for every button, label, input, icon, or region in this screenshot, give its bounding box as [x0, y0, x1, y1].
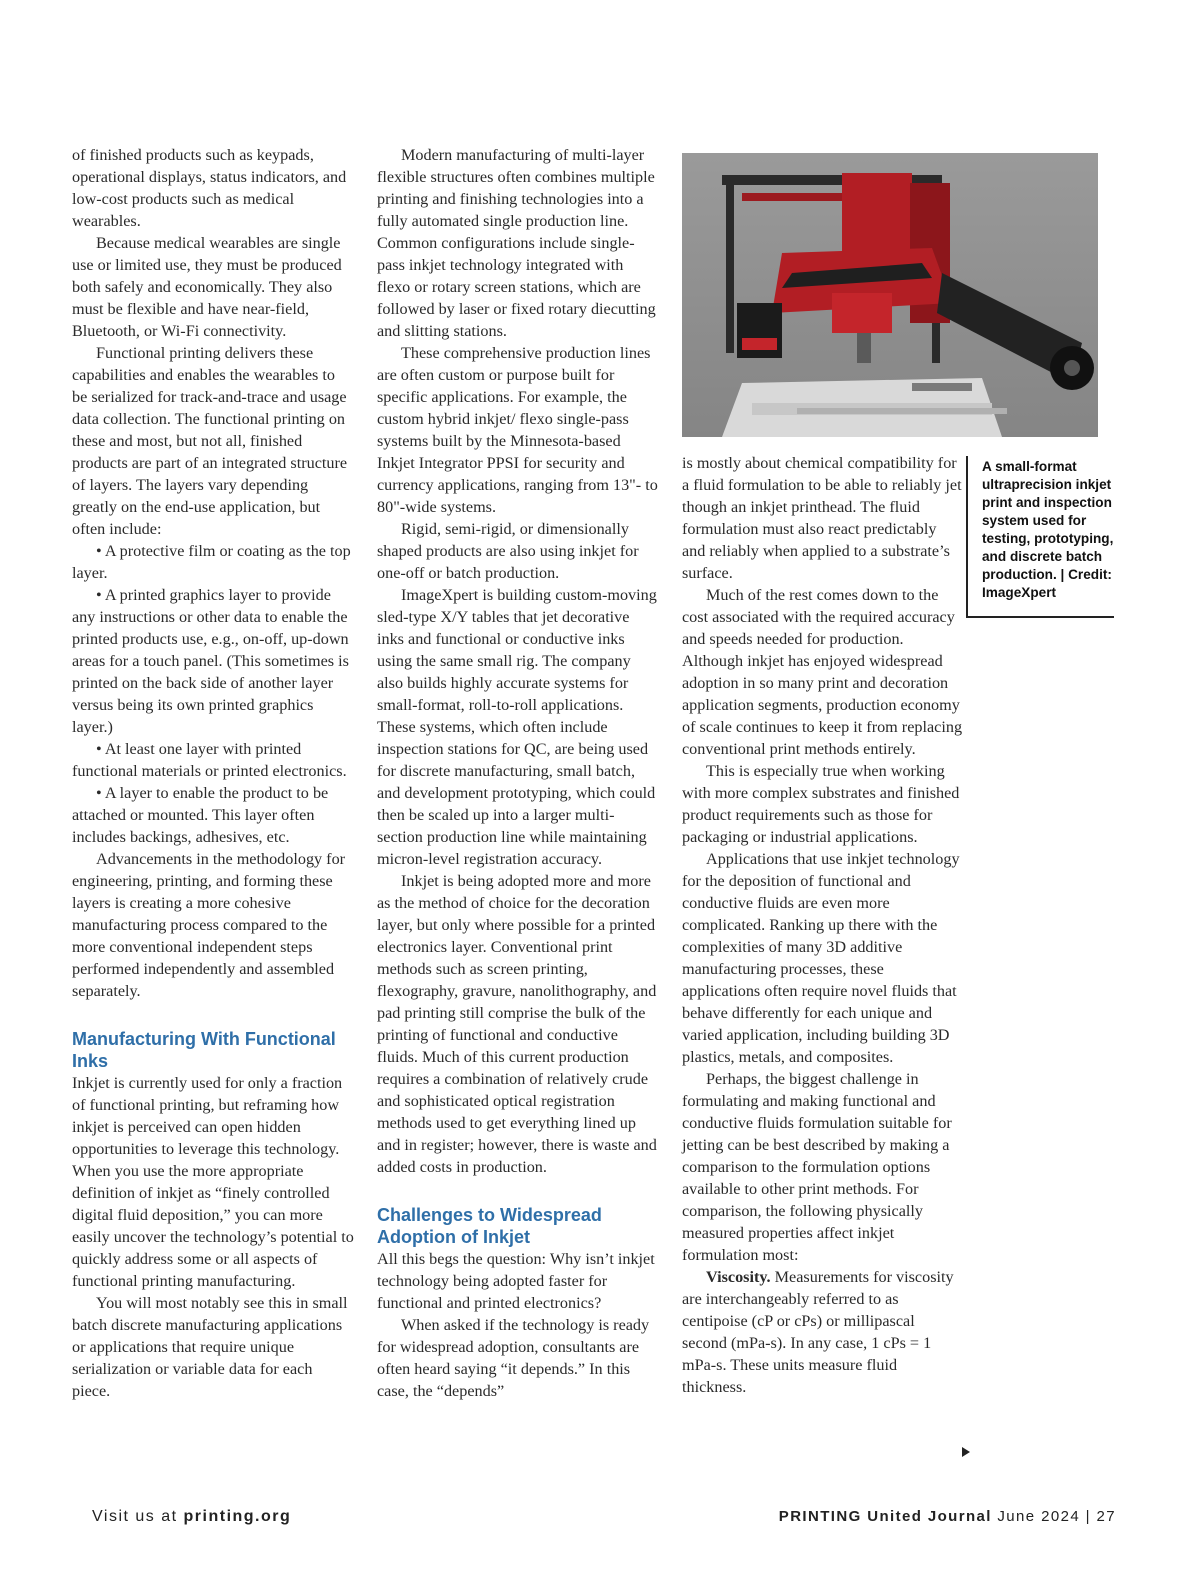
inkjet-system-illustration: [682, 153, 1098, 437]
paragraph: [682, 1266, 963, 1398]
paragraph: Inkjet is being adopted more and more as the method of choice for the decoration layer, but only where possible for a printed electronics layer. Conventional print methods such as screen printing, flexography, gravure, nanolithography, and pad printing still comprise the bulk of the printing of functional and conductive fluids. Much of this current production requires a combination of relatively crude and sophisticated optical registration methods used to get everything lined up and in register; however, there is waste and added costs in production.: [377, 872, 657, 1176]
continue-arrow-icon: [962, 1447, 970, 1457]
inkjet-system-photo: [682, 153, 1098, 437]
paragraph: All this begs the question: Why isn’t inkjet technology being adopted faster for functional and printed electronics?: [377, 1250, 655, 1312]
bullet-item: • A printed graphics layer to provide any instructions or other data to enable the printed products use, e.g., on-off, up-down areas for a touch panel. (This sometimes is printed on the back side of another layer versus being its own printed graphics layer.): [72, 586, 349, 736]
footer-visit: [92, 1508, 291, 1526]
section-heading: Manufacturing With Functional Inks: [72, 1029, 336, 1071]
paragraph: Because medical wearables are single use or limited use, they must be produced both safely and economically. They also must be flexible and have near-field, Bluetooth, or Wi-Fi connectivity.: [72, 234, 342, 340]
footer-site-link[interactable]: printing.org: [183, 1508, 292, 1525]
column-1: [72, 144, 354, 1402]
paragraph: of finished products such as keypads, operational displays, status indicators, and low-cost products such as medical wearables.: [72, 146, 347, 230]
column-3: [682, 452, 963, 1398]
footer-visit-label: Visit us at: [92, 1508, 184, 1525]
paragraph: ImageXpert is building custom-moving sled-type X/Y tables that jet decorative inks and functional or conductive inks using the same small rig. The company also builds highly accurate systems for small-format, roll-to-roll applications. These systems, which often include inspection stations for QC, are being used for discrete manufacturing, small batch, and development prototyping, which could then be scaled up into a larger multi-section production line while maintaining micron-level registration accuracy.: [377, 586, 657, 868]
photo-caption: A small-format ultraprecision inkjet print and inspection system used for testing, prototyping, and discrete batch production. | Credit: ImageXpert: [966, 456, 1114, 618]
lead-term: Viscosity.: [706, 1268, 771, 1286]
paragraph: Advancements in the methodology for engineering, printing, and forming these layers is creating a more cohesive manufacturing process compared to the more conventional independent steps performed independently and assembled separately.: [72, 850, 346, 1000]
issue-page: June 2024 | 27: [991, 1508, 1116, 1525]
footer-publication: [779, 1508, 1116, 1525]
bullet-item: • At least one layer with printed functional materials or printed electronics.: [72, 740, 347, 780]
paragraph: You will most notably see this in small batch discrete manufacturing applications or applications that require unique serialization or variable data for each piece.: [72, 1294, 348, 1400]
paragraph: This is especially true when working with more complex substrates and finished product requirements such as those for packaging or industrial applications.: [682, 762, 960, 846]
section-heading: Challenges to Widespread Adoption of Inkjet: [377, 1205, 602, 1247]
bullet-item: • A protective film or coating as the top layer.: [72, 542, 351, 582]
paragraph: is mostly about chemical compatibility for a fluid formulation to be able to reliably jet though an inkjet printhead. The fluid formulation must also react predictably and reliably when applied to a substrate’s surface.: [682, 454, 962, 582]
paragraph-body: Measurements for viscosity are interchangeably referred to as centipoise (cP or cPs) or millipascal second (mPa-s). In any case, 1 cPs = 1 mPa-s. These units measure fluid thickness.: [682, 1268, 954, 1396]
publication-name: PRINTING United Journal: [778, 1508, 992, 1525]
bullet-item: • A layer to enable the product to be attached or mounted. This layer often includes backings, adhesives, etc.: [72, 784, 329, 846]
paragraph: Inkjet is currently used for only a fraction of functional printing, but reframing how inkjet is perceived can open hidden opportunities to leverage this technology. When you use the more appropriate definition of inkjet as “finely controlled digital fluid deposition,” you can more easily uncover the technology’s potential to quickly address some or all aspects of functional printing manufacturing.: [72, 1074, 354, 1290]
paragraph: Applications that use inkjet technology for the deposition of functional and conductive fluids are even more complicated. Ranking up there with the complexities of many 3D additive manufacturing processes, these applications often require novel fluids that behave differently for each unique and varied application, including building 3D plastics, metals, and composites.: [682, 850, 960, 1066]
paragraph: When asked if the technology is ready for widespread adoption, consultants are often heard saying “it depends.” In this case, the “depends”: [377, 1316, 650, 1400]
column-2: [377, 144, 659, 1402]
paragraph: Perhaps, the biggest challenge in formulating and making functional and conductive fluids formulation suitable for jetting can be best described by making a comparison to the formulation options available to other print methods. For comparison, the following physically measured properties affect inkjet formulation most:: [682, 1070, 952, 1264]
paragraph: Much of the rest comes down to the cost associated with the required accuracy and speeds needed for production. Although inkjet has enjoyed widespread adoption in so many print and decoration application segments, production economy of scale continues to keep it from replacing conventional print methods entirely.: [682, 586, 963, 758]
paragraph: Rigid, semi-rigid, or dimensionally shaped products are also using inkjet for one-off or batch production.: [377, 520, 639, 582]
paragraph: Modern manufacturing of multi-layer flexible structures often combines multiple printing and finishing technologies into a fully automated single production line. Common configurations include single-pass inkjet technology integrated with flexo or rotary screen stations, which are followed by laser or fixed rotary diecutting and slitting stations.: [377, 146, 656, 340]
paragraph: Functional printing delivers these capabilities and enables the wearables to be serialized for track-and-trace and usage data collection. The functional printing on these and most, but not all, finished products are part of an integrated structure of layers. The layers vary depending greatly on the end-use application, but often include:: [72, 344, 348, 538]
paragraph: These comprehensive production lines are often custom or purpose built for specific applications. For example, the custom hybrid inkjet/ flexo single-pass systems built by the Minnesota-based Inkjet Integrator PPSI for security and currency applications, ranging from 13"- to 80"-wide systems.: [377, 344, 658, 516]
